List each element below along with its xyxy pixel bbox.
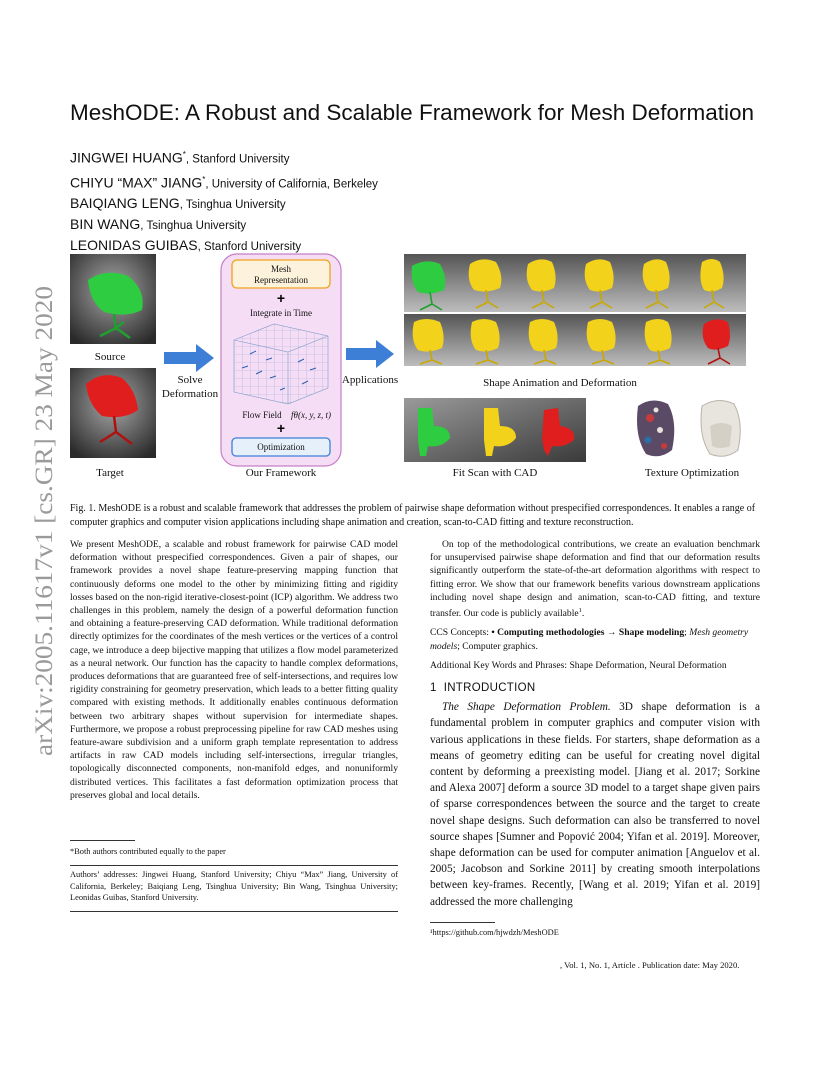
author-line: BAIQIANG LENG, Tsinghua University xyxy=(70,195,286,212)
abstract-paragraph: We present MeshODE, a scalable and robust framework for pairwise CAD model deformation without prespecified correspondences. Given a pair of shapes, our framework provides a novel shape feature-preserving mapping function that continuously deforms one model to the other by minimizing fitting and rigidity losses based on the non-rigid iterative-closest-point (ICP) algorithm. We address two challenges in this problem, namely the design of a powerful deformation function and obtaining a feature-preserving CAD deformation. While traditional deformation directly optimizes for the coordinates of the mesh vertices or the vertices of a control cage, we introduce a deep bijective mapping that utilizes a flow model parameterized as a neural network. Our function has the capacity to handle complex deformations, produces deformations that are guaranteed free of self-intersections, and requires low rigidity constraining for geometry preservation, which leads to a better fitting quality compared with existing methods. It additionally enables continuous deformation between two arbitrary shapes without supervision for intermediate shapes. Furthermore, we propose a robust preprocessing pipeline for raw CAD meshes using feature-aware subdivision and a uniform graph template representation to address artifacts in raw CAD models including self-intersections, irregular triangles, topologically disconnected components, non-manifold edges, and nonuniformly distributed vertices. This facilitates a fast deformation optimization process that preserves global and local details. xyxy=(70,539,398,801)
white-chair xyxy=(701,400,740,456)
publication-info: , Vol. 1, No. 1, Article . Publication date: May 2020. xyxy=(560,960,740,970)
deformation-label: Deformation xyxy=(161,388,219,400)
applications-arrow xyxy=(346,340,394,368)
author-line: JINGWEI HUANG*, Stanford University xyxy=(70,149,290,166)
contribution-paragraph: On top of the methodological contributions, we create an evaluation benchmark for unsupervised pairwise shape deformation and find that our deformation results significantly outperform the state-of-the-art deformation algorithms with respect to fitting error. We show that our framework benefits various downstream applications including novel shape design and animation, scan-to-CAD fitting, and texture transfer. Our code is publicly available$^1$. xyxy=(430,539,760,620)
ccs-concepts: CCS Concepts: • Computing methodologies → Shape modeling; Mesh geometry models; Computer graphics. xyxy=(430,627,749,652)
arxiv-stamp xyxy=(22,280,62,760)
integrate-label: Integrate in Time xyxy=(250,308,312,318)
flow-field-label: Flow Field xyxy=(242,410,282,420)
target-label: Target xyxy=(96,467,124,479)
paper-title: MeshODE: A Robust and Scalable Framework for Mesh Deformation xyxy=(70,100,755,125)
our-framework-label: Our Framework xyxy=(245,467,317,479)
url-footnote-rule xyxy=(430,922,495,923)
introduction-paragraph: The Shape Deformation Problem. 3D shape deformation is a fundamental problem in computer graphics and computer vision with various applications in these fields. For starters, shape deformation as a means of geometry editing can be useful for creating novel digital content by deforming a preexisting model. [Jiang et al. 2017; Sorkine and Alexa 2007] deform a source 3D model to a target shape given pairs of sparse correspondences between the source and the target to create novel shape designs. Such deformation can also be transferred to novel source shapes [Sumner and Popović 2004; Yifan et al. 2019]. Moreover, shape deformation can be used for computer animation [Anguelov et al. 2005; Jacobson and Sorkine 2011] by creating smooth interpolations between key-frames. Recently, [Wang et al. 2019; Yifan et al. 2019] addressed the more challenging xyxy=(430,701,760,908)
equal-contribution-footnote: *Both authors contributed equally to the paper xyxy=(70,847,226,856)
right-column xyxy=(430,538,760,916)
shape-animation-label: Shape Animation and Deformation xyxy=(483,377,637,389)
code-url-footnote: ¹https://github.com/hjwdzh/MeshODE xyxy=(430,928,559,937)
figure-1 xyxy=(66,250,766,490)
footnote-rule xyxy=(70,840,135,841)
author-addresses: Authors’ addresses: Jingwei Huang, Stanford University; Chiyu “Max” Jiang, University of California, Berkeley; Baiqiang Leng, Tsinghua University; Bin Wang, Tsinghua University; Leonidas Guibas, Stanford University. xyxy=(70,870,398,903)
author-line: CHIYU “MAX” JIANG*, University of California, Berkeley xyxy=(70,174,378,191)
keywords: Additional Key Words and Phrases: Shape Deformation, Neural Deformation xyxy=(430,659,727,671)
left-column xyxy=(70,538,398,808)
address-rule-bottom xyxy=(70,911,398,912)
author-list xyxy=(70,145,378,257)
solve-arrow xyxy=(164,344,214,372)
source-label: Source xyxy=(94,351,126,363)
textured-chair xyxy=(637,400,674,456)
solve-label: Solve xyxy=(177,374,203,386)
figure-caption: Fig. 1. MeshODE is a robust and scalable framework that addresses the problem of pairwise shape deformation without prespecified correspondences. It enables a range of computer graphics and computer vision applications including shape animation and creation, scan-to-CAD fitting and texture reconstruction. xyxy=(70,503,756,528)
flow-field-symbol: fθ(x, y, z, t) xyxy=(291,410,331,420)
plus-sign: + xyxy=(276,290,286,306)
plus-sign: + xyxy=(276,420,286,436)
arxiv-stamp-text: arXiv:2005.11617v1 [cs.GR] 23 May 2020 xyxy=(31,325,58,756)
fit-scan-label: Fit Scan with CAD xyxy=(452,467,538,479)
applications-label: Applications xyxy=(341,374,399,386)
author-line: BIN WANG, Tsinghua University xyxy=(70,216,247,233)
author-line: LEONIDAS GUIBAS, Stanford University xyxy=(70,237,302,254)
address-rule-top xyxy=(70,865,398,866)
representation-label: Representation xyxy=(254,275,308,285)
shape-animation-grid xyxy=(404,254,746,366)
optimization-label: Optimization xyxy=(257,442,305,452)
section-heading-introduction: 1 INTRODUCTION xyxy=(430,682,536,695)
flow-field-plot xyxy=(234,324,328,404)
texture-opt-label: Texture Optimization xyxy=(644,467,740,479)
mesh-label: Mesh xyxy=(271,264,291,274)
